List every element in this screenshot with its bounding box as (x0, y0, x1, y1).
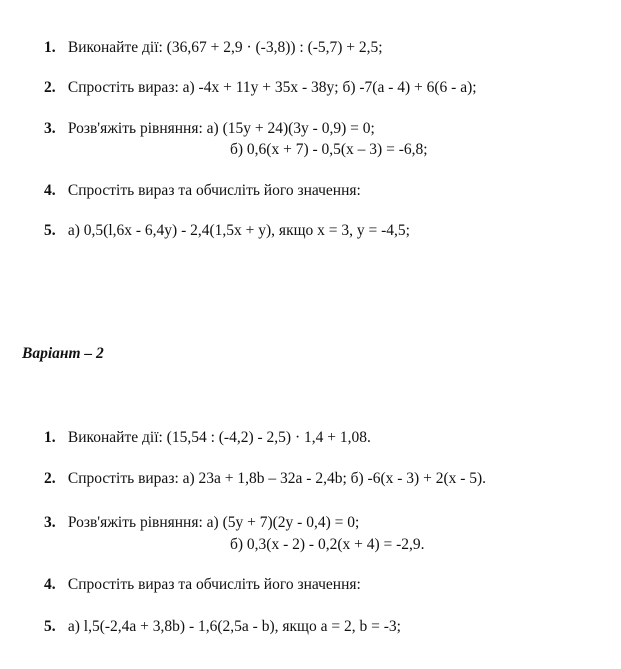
task-3a-v1 (44, 119, 375, 139)
task-3b-v1 (230, 140, 428, 160)
task-text: а) 0,5(l,6x - 6,4y) - 2,4(1,5x + y), якщо x = 3, y = -4,5; (67, 222, 410, 239)
task-number: 1. (44, 39, 56, 56)
task-text: Спростіть вираз та обчисліть його значення: (67, 576, 361, 593)
task-2-v1 (44, 78, 477, 98)
task-text: Спростіть вираз та обчисліть його значення: (67, 182, 361, 199)
task-5-v1 (44, 221, 410, 241)
task-text: Спростіть вираз: а) -4x + 11y + 35x - 38y; б) -7(a - 4) + 6(6 - a); (67, 79, 477, 96)
task-number: 2. (44, 470, 56, 487)
task-text: б) 0,3(x - 2) - 0,2(x + 4) = -2,9. (230, 536, 425, 553)
task-number: 2. (44, 79, 56, 96)
task-4-v1 (44, 181, 361, 201)
task-number: 3. (44, 120, 56, 137)
task-text: Виконайте дії: (36,67 + 2,9 · (-3,8)) : (-5,7) + 2,5; (67, 39, 383, 56)
variant-2-title: Варіант – 2 (22, 345, 104, 362)
task-number: 4. (44, 576, 56, 593)
task-number: 5. (44, 618, 56, 635)
task-5-v2 (44, 617, 401, 637)
task-number: 4. (44, 182, 56, 199)
task-text: Розв'яжіть рівняння: а) (5y + 7)(2y - 0,4) = 0; (67, 514, 360, 531)
task-1-v1 (44, 38, 383, 58)
task-number: 5. (44, 222, 56, 239)
task-4-v2 (44, 575, 361, 595)
task-text: Спростіть вираз: а) 23a + 1,8b – 32a - 2,4b; б) -6(x - 3) + 2(x - 5). (67, 470, 487, 487)
task-number: 1. (44, 429, 56, 446)
task-3b-v2 (230, 535, 425, 555)
task-text: Розв'яжіть рівняння: а) (15y + 24)(3y - 0,9) = 0; (67, 120, 375, 137)
task-2-v2 (44, 469, 486, 489)
task-number: 3. (44, 514, 56, 531)
task-1-v2 (44, 428, 371, 448)
task-text: Виконайте дії: (15,54 : (-4,2) - 2,5) · 1,4 + 1,08. (67, 429, 371, 446)
task-3a-v2 (44, 513, 359, 533)
task-text: а) l,5(-2,4a + 3,8b) - 1,6(2,5a - b), якщо a = 2, b = -3; (67, 618, 401, 635)
task-text: б) 0,6(x + 7) - 0,5(x – 3) = -6,8; (230, 141, 428, 158)
